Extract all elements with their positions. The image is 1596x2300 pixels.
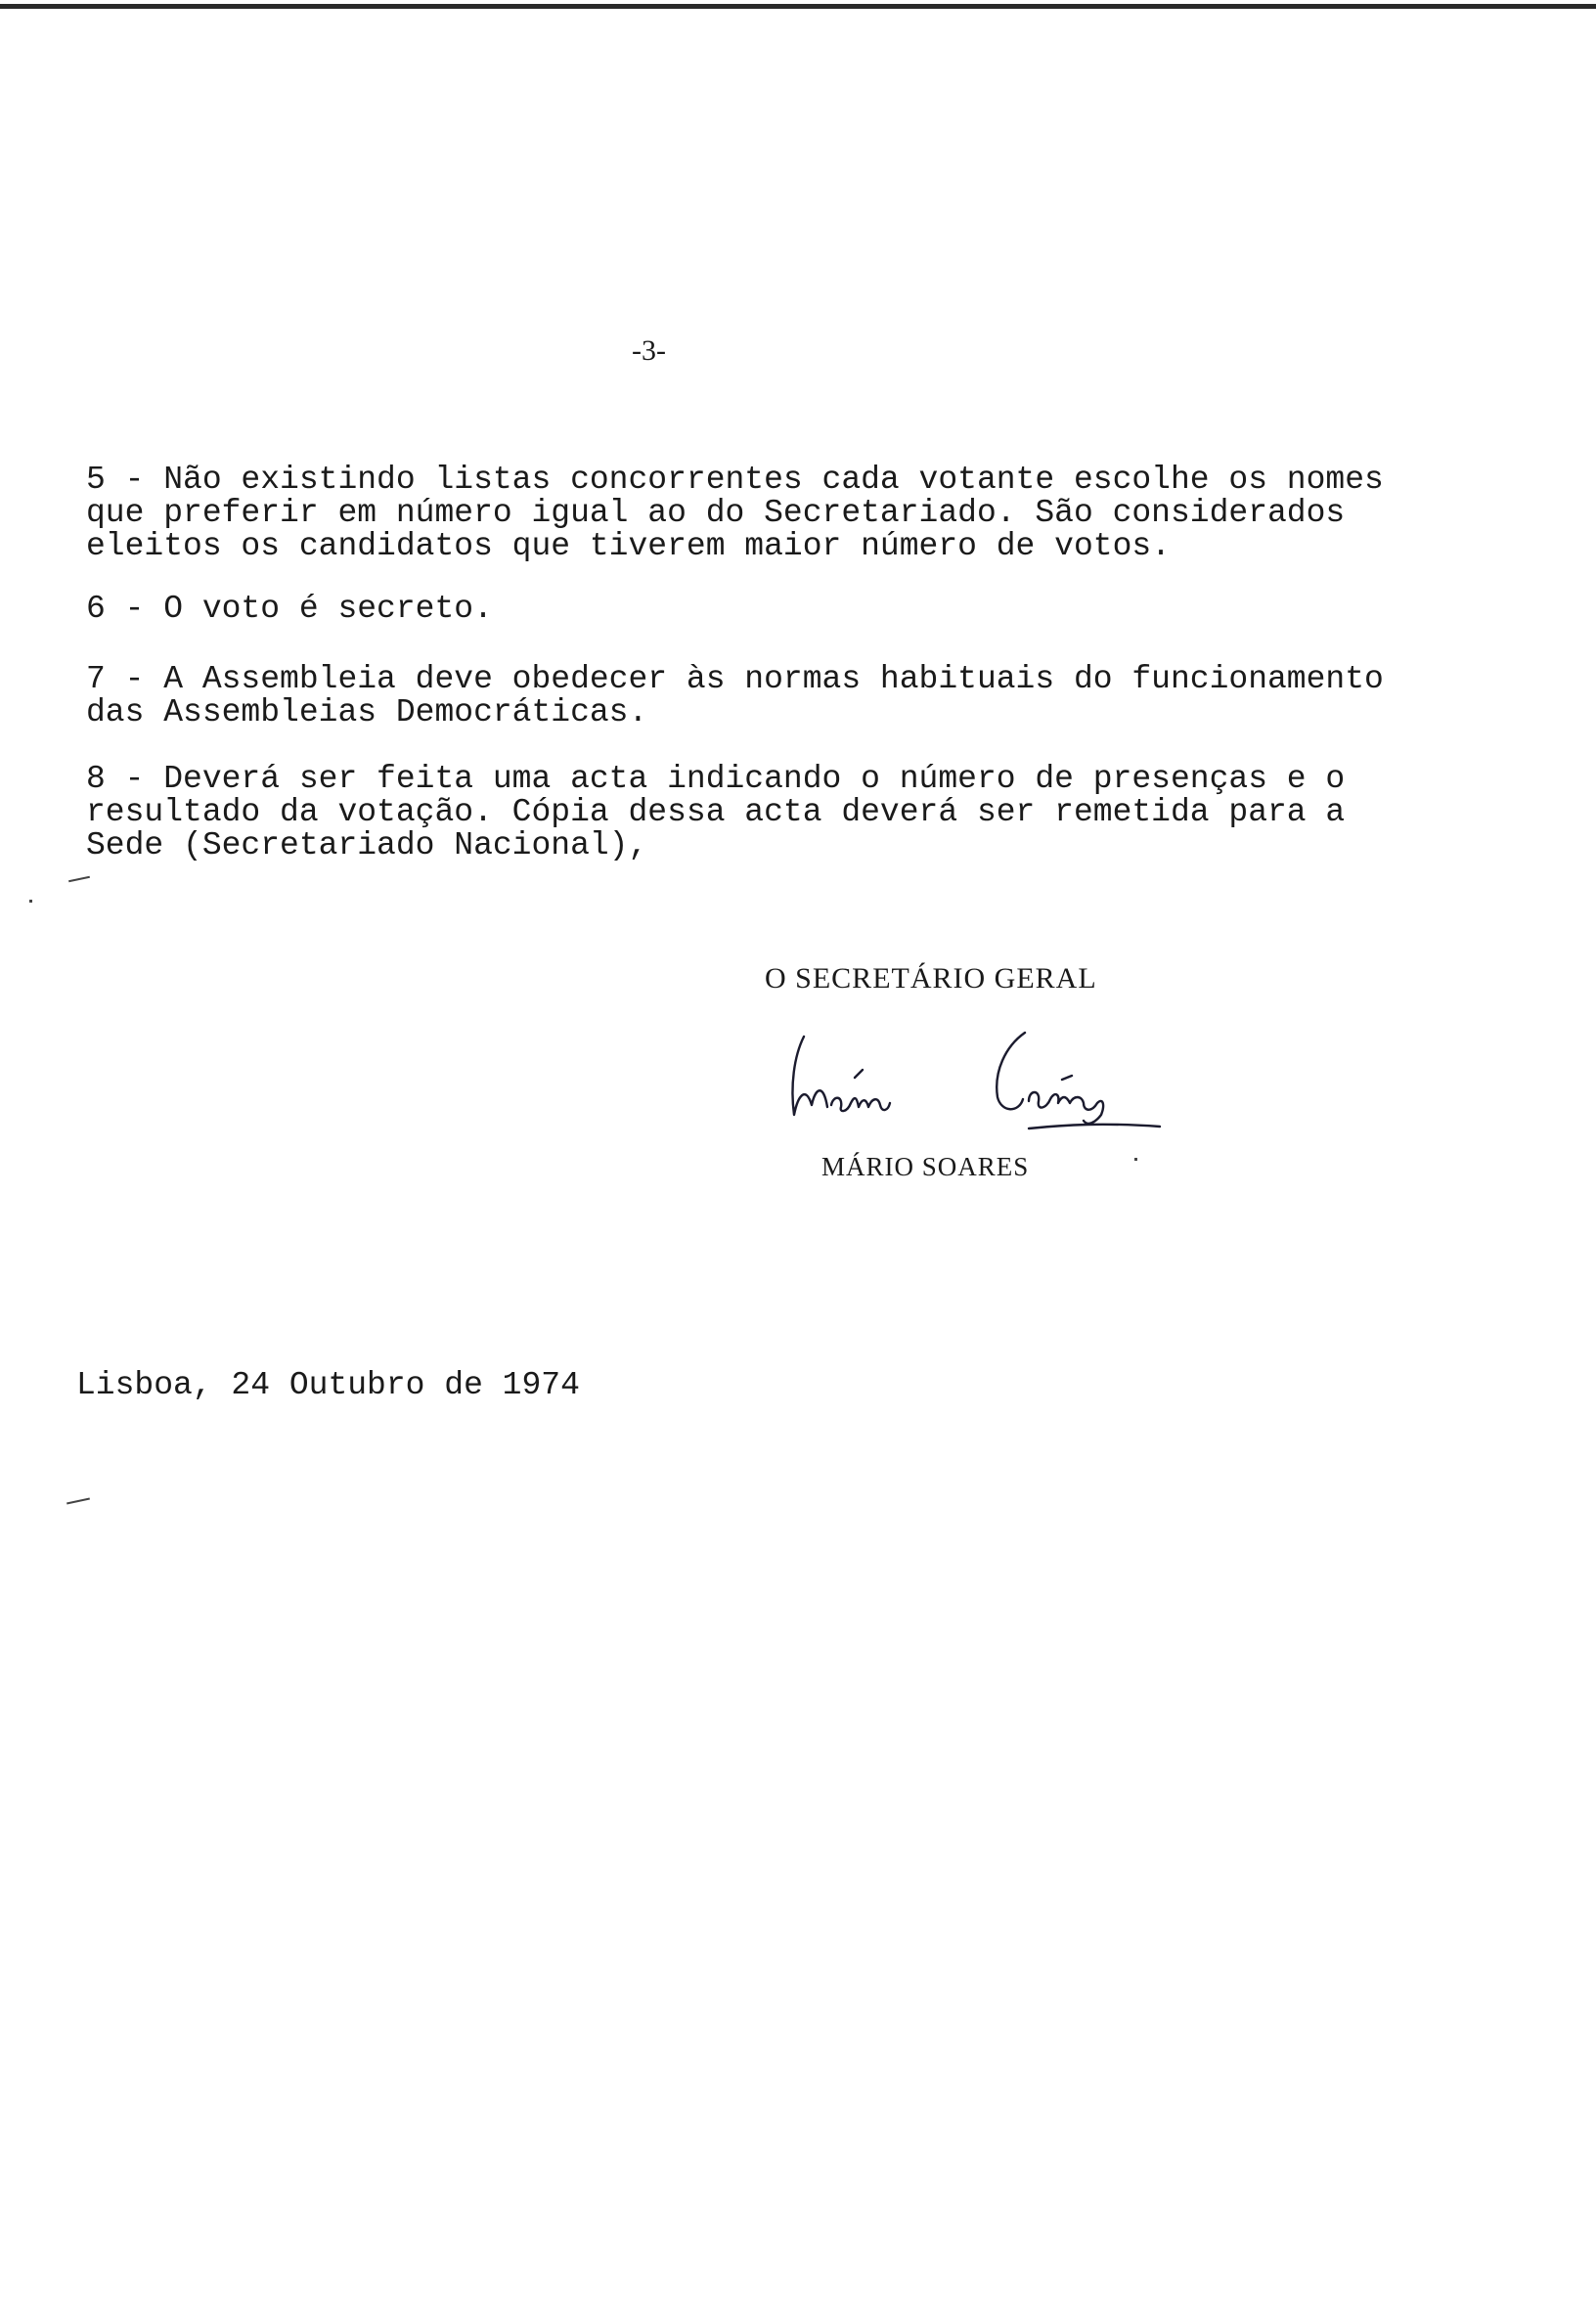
scan-speck (66, 1498, 90, 1505)
top-border-line (0, 4, 1596, 9)
paragraph-5: 5 - Não existindo listas concorrentes cada votante escolhe os nomes que preferir em número igual ao do Secretariado. São considerados eleitos os candidatos que tiverem maior número de votos. (86, 462, 1384, 564)
place-and-date: Lisboa, 24 Outubro de 1974 (76, 1367, 580, 1403)
handwritten-signature (773, 1017, 1183, 1154)
paragraph-8: 8 - Deverá ser feita uma acta indicando o número de presenças e o resultado da votação. Cópia dessa acta deverá ser remetida para a Sede (Secretariado Nacional), (86, 761, 1346, 863)
paragraph-7: 7 - A Assembleia deve obedecer às normas habituais do funcionamento das Assembleias Democráticas. (86, 661, 1384, 730)
scan-speck (29, 900, 32, 903)
scan-speck (68, 876, 90, 883)
signer-name: MÁRIO SOARES (821, 1152, 1030, 1181)
scan-speck (1134, 1158, 1137, 1161)
paragraph-6: 6 - O voto é secreto. (86, 591, 493, 627)
signer-title: O SECRETÁRIO GERAL (765, 962, 1097, 995)
page-number: -3- (632, 334, 666, 367)
